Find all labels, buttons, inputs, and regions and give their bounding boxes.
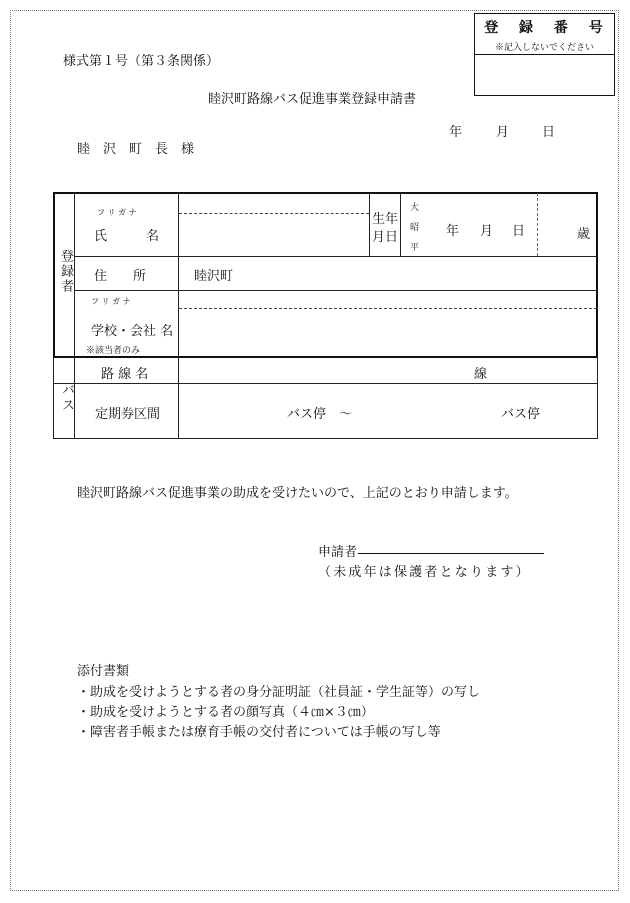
label-column-divider — [178, 193, 179, 439]
name-furigana-line — [179, 213, 369, 214]
applicant-signature-line[interactable] — [358, 553, 544, 554]
form-title: 睦沢町路線バス促進事業登録申請書 — [208, 92, 417, 107]
era-showa[interactable]: 昭 — [410, 223, 420, 233]
stop-from-label: バス停 〜 — [287, 407, 353, 422]
birth-label-1: 生年 — [372, 212, 399, 227]
registration-number-divider — [475, 54, 614, 55]
addressee: 睦 沢 町 長 様 — [77, 142, 195, 157]
birth-column-divider-2 — [400, 193, 401, 256]
era-taisho[interactable]: 大 — [410, 203, 420, 213]
address-value[interactable]: 睦沢町 — [194, 269, 234, 284]
bus-left-border — [53, 357, 54, 439]
school-furigana-label: フ リ ガ ナ — [91, 297, 131, 306]
date-month-label: 月 — [496, 125, 510, 140]
address-row-bottom — [74, 290, 597, 291]
registration-number-note: ※記入しないでください — [494, 43, 594, 53]
name-row-bottom — [74, 256, 597, 257]
birth-label-2: 月日 — [372, 230, 399, 245]
bus-section-bottom — [53, 438, 598, 439]
attachment-item: ・障害者手帳または療育手帳の交付者については手帳の写し等 — [77, 725, 441, 740]
birth-month-label: 月 — [480, 224, 494, 239]
school-label: 学校・会社 名 — [91, 324, 174, 339]
route-row-bottom — [53, 383, 598, 384]
attachment-item: ・助成を受けようとする者の身分証明証（社員証・学生証等）の写し — [77, 685, 481, 700]
birth-column-divider-1 — [369, 193, 370, 256]
applicant-label: 申請者 — [318, 545, 358, 560]
name-input[interactable] — [182, 216, 366, 254]
attachment-item: ・助成を受けようとする者の顔写真（４㎝×３㎝） — [77, 705, 374, 720]
applicable-note: ※該当者のみ — [86, 346, 141, 356]
school-furigana-line — [179, 308, 597, 309]
registration-number-field[interactable] — [475, 56, 614, 94]
bus-label: バス — [59, 383, 74, 413]
age-column-divider — [537, 193, 538, 256]
date-year-label: 年 — [449, 125, 463, 140]
school-input[interactable] — [182, 311, 594, 353]
application-statement: 睦沢町路線バス促進事業の助成を受けたいので、上記のとおり申請します。 — [77, 486, 518, 501]
name-furigana-input[interactable] — [182, 196, 366, 212]
registrant-label: 登録者 — [58, 249, 73, 294]
applicant-note: （未成年は保護者となります） — [318, 565, 531, 580]
route-suffix: 線 — [474, 367, 488, 382]
attachments-heading: 添付書類 — [77, 664, 130, 679]
route-name-input[interactable] — [182, 360, 467, 380]
name-label: 氏 名 — [94, 229, 160, 244]
route-name-label: 路 線 名 — [101, 367, 149, 382]
form-number: 様式第１号（第３条関係） — [63, 54, 220, 69]
registration-number-box — [474, 13, 615, 96]
name-furigana-label: フ リ ガ ナ — [97, 208, 137, 217]
era-heisei[interactable]: 平 — [410, 243, 420, 253]
stop-to-label: バス停 — [501, 407, 541, 422]
registration-number-title: 登 録 番 号 — [484, 20, 611, 36]
bus-right-border — [597, 357, 598, 439]
address-label: 住 所 — [94, 269, 147, 284]
age-label: 歳 — [577, 227, 591, 242]
birth-year-label: 年 — [446, 224, 460, 239]
birth-day-label: 日 — [512, 224, 526, 239]
pass-section-label: 定期券区間 — [95, 407, 161, 422]
date-day-label: 日 — [542, 125, 556, 140]
